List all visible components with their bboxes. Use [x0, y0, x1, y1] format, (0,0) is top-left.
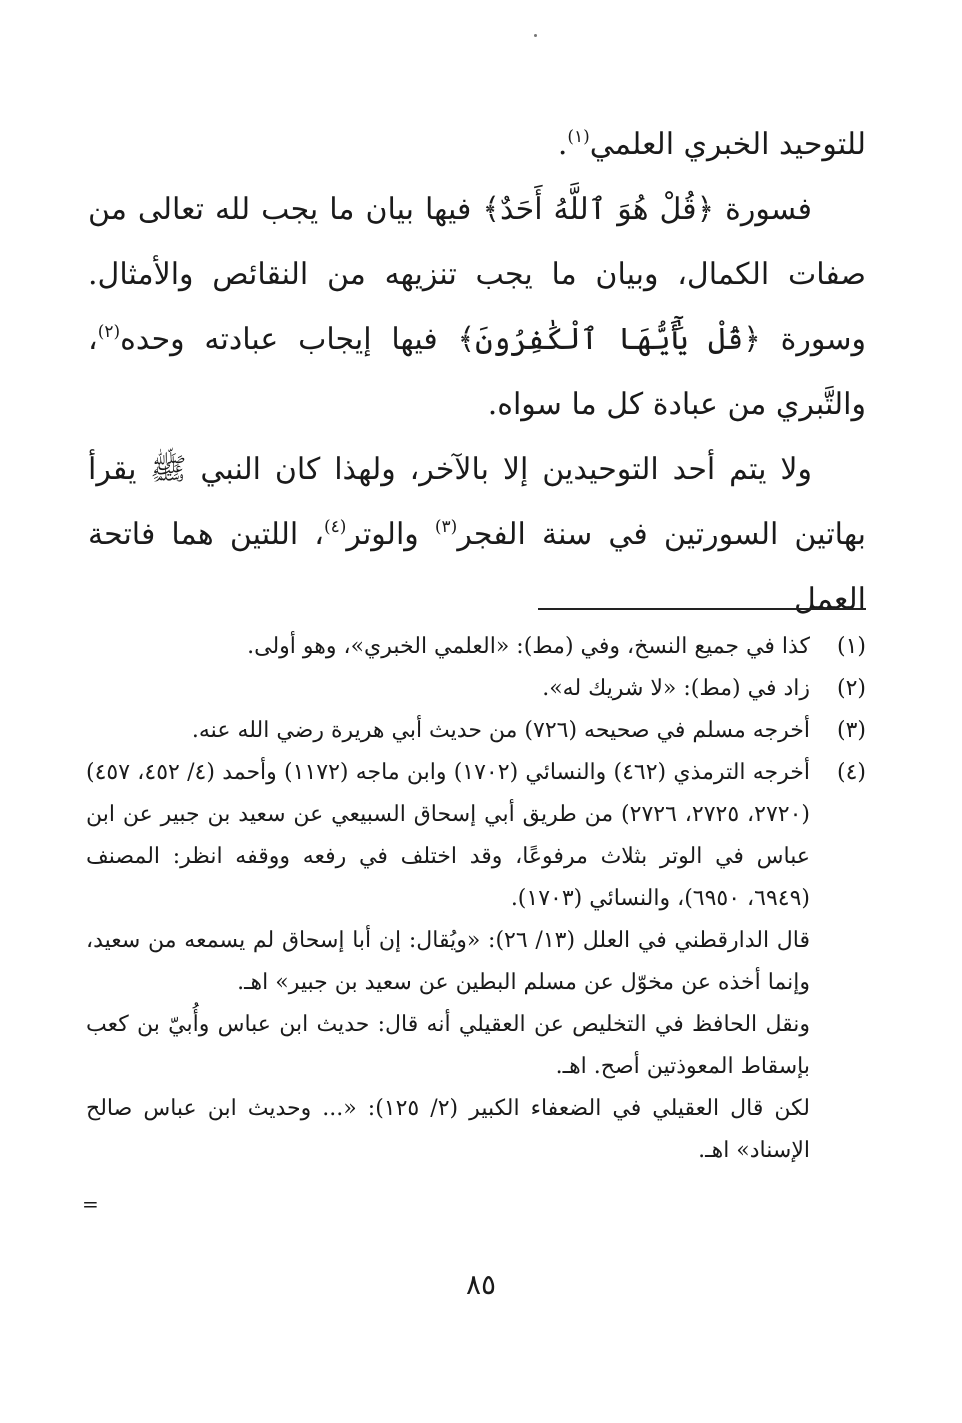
continuation-mark: = [82, 1192, 99, 1216]
paragraph-2-part-b: فيها بيان ما يجب لله تعالى من صفات الكمال، وبيان ما يجب تنزيهه من النقائص والأمثال. وسورة [88, 192, 866, 357]
footnote-text: أخرجه الترمذي (٤٦٢) والنسائي (١٧٠٢) وابن ماجه (١١٧٢) وأحمد (٤/ ٤٥٢، ٤٥٧) (٢٧٢٠، ٢٧٢٥، ٢٧٢٦) من طريق أبي إسحاق السبيعي عن سعيد بن جبير عن ابن عباس في الوتر بثلاث مرفوعًا، وقد اختلف في رفعه ووقفه انظر: المصنف (٦٩٤٩، ٦٩٥٠)، والنسائي (١٧٠٣). [86, 760, 811, 911]
paragraph-1 [88, 112, 866, 177]
footnote-text: كذا في جميع النسخ، وفي (مط): «العلمي الخبري»، وهو أولى. [247, 634, 810, 659]
paragraph-2-part-d: ، والتَّبري من عبادة كل ما سواه. [88, 322, 866, 422]
paragraph-2-part-c: فيها إيجاب عبادته وحده [120, 322, 458, 357]
quran-verse-kafirun: ﴿قُلْ يَٰٓأَيُّهَا ٱلْكَٰفِرُونَ﴾ [457, 322, 761, 357]
footnotes-section [86, 626, 866, 1172]
paragraph-1-tail: . [557, 127, 568, 162]
footnote-number: (٣) [836, 718, 866, 743]
paragraph-3-part-c: ، اللتين هما فاتحة العمل [88, 517, 866, 617]
paragraph-2 [88, 177, 866, 437]
quran-verse-ikhlas: ﴿قُلْ هُوَ ٱللَّهُ أَحَدٌ﴾ [482, 192, 715, 227]
paragraph-3 [88, 437, 866, 632]
footnote-2 [86, 668, 866, 710]
footnote-number: (٢) [836, 676, 866, 701]
footnote-4-paragraph-2: قال الدارقطني في العلل (١٣/ ٢٦): «ويُقال: إن أبا إسحاق لم يسمعه من سعيد، وإنما أخذه عن مخوّل عن مسلم البطين عن سعيد بن جبير» اهـ. [86, 928, 810, 995]
footnote-number: (٤) [836, 760, 866, 785]
paragraph-3-part-a: ولا يتم أحد التوحيدين إلا بالآخر، ولهذا كان النبي ﷺ يقرأ بهاتين السورتين في سنة الفجر [88, 452, 866, 552]
paragraph-3-part-b: والوتر [346, 517, 435, 552]
footnote-4-paragraph-3: ونقل الحافظ في التخليص عن العقيلي أنه قال: حديث ابن عباس وأُبيّ بن كعب بإسقاط المعوذتين أصح. اهـ. [86, 1012, 810, 1079]
footnote-4 [86, 752, 866, 920]
footnote-1 [86, 626, 866, 668]
footnote-ref-2: (٢) [97, 322, 121, 342]
footnote-text: زاد في (مط): «لا شريك له». [542, 676, 810, 701]
footnote-ref-4: (٤) [323, 517, 347, 537]
paragraph-2-part-a: فسورة [714, 192, 812, 227]
page-number: ٨٥ [465, 1268, 497, 1301]
footnote-ref-3: (٣) [434, 517, 458, 537]
footnote-number: (١) [836, 634, 866, 659]
footnote-3 [86, 710, 866, 752]
footnote-ref-1: (١) [567, 127, 590, 147]
footnote-body [86, 752, 810, 920]
paragraph-1-text: للتوحيد الخبري العلمي [589, 127, 866, 162]
main-body-text [88, 112, 866, 632]
footnote-text: أخرجه مسلم في صحيحه (٧٢٦) من حديث أبي هريرة رضي الله عنه. [191, 718, 810, 743]
footnote-4-paragraph-4: لكن قال العقيلي في الضعفاء الكبير (٢/ ١٢٥): «... وحديث ابن عباس صالح الإسناد» اهـ. [86, 1096, 810, 1163]
footnote-separator [538, 608, 866, 610]
scan-speck [534, 34, 537, 37]
footnote-4-continuation [86, 920, 866, 1172]
